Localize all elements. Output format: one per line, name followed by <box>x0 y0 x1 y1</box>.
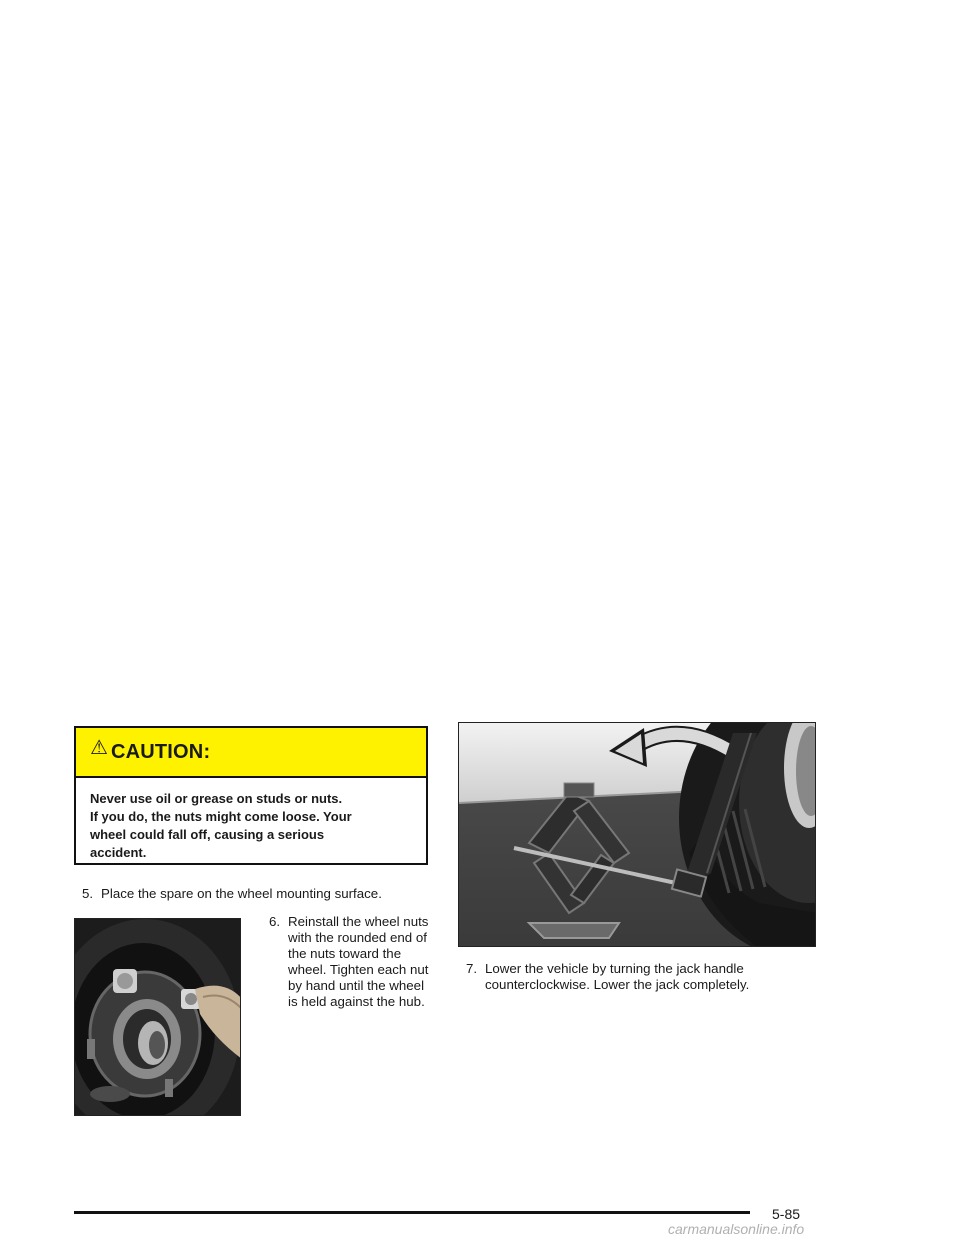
caution-line: Never use oil or grease on studs or nuts. <box>90 791 343 806</box>
page-number: 5-85 <box>772 1206 801 1222</box>
jack-lowering-photo <box>458 722 816 947</box>
step-text-line: wheel. Tighten each nut <box>288 962 429 977</box>
warning-triangle-icon: ⚠ <box>90 737 108 759</box>
caution-text <box>76 778 426 862</box>
footer-rule <box>74 1211 750 1214</box>
caution-title: CAUTION: <box>110 740 211 763</box>
caution-line: accident. <box>90 845 147 860</box>
step-text-line: with the rounded end of <box>288 930 427 945</box>
step-number: 7. <box>466 961 478 976</box>
step-5 <box>82 886 382 902</box>
step-text-line: Lower the vehicle by turning the jack handle <box>485 961 744 976</box>
step-text-line: is held against the hub. <box>288 994 425 1009</box>
caution-line: If you do, the nuts might come loose. Your <box>90 809 352 824</box>
step-text-line: by hand until the wheel <box>288 978 425 993</box>
step-6 <box>269 914 428 1010</box>
step-number: 5. <box>82 886 94 901</box>
caution-line: wheel could fall off, causing a serious <box>90 827 325 842</box>
caution-header <box>76 728 426 778</box>
step-number: 6. <box>269 914 281 929</box>
step-7 <box>466 961 749 993</box>
wheel-nut-photo <box>74 918 241 1116</box>
step-text-line: Reinstall the wheel nuts <box>288 914 429 929</box>
caution-box <box>74 726 428 865</box>
watermark: carmanualsonline.info <box>668 1221 805 1237</box>
step-text: Place the spare on the wheel mounting surface. <box>101 886 382 901</box>
step-text-line: counterclockwise. Lower the jack completely. <box>485 977 750 992</box>
step-text-line: the nuts toward the <box>288 946 402 961</box>
